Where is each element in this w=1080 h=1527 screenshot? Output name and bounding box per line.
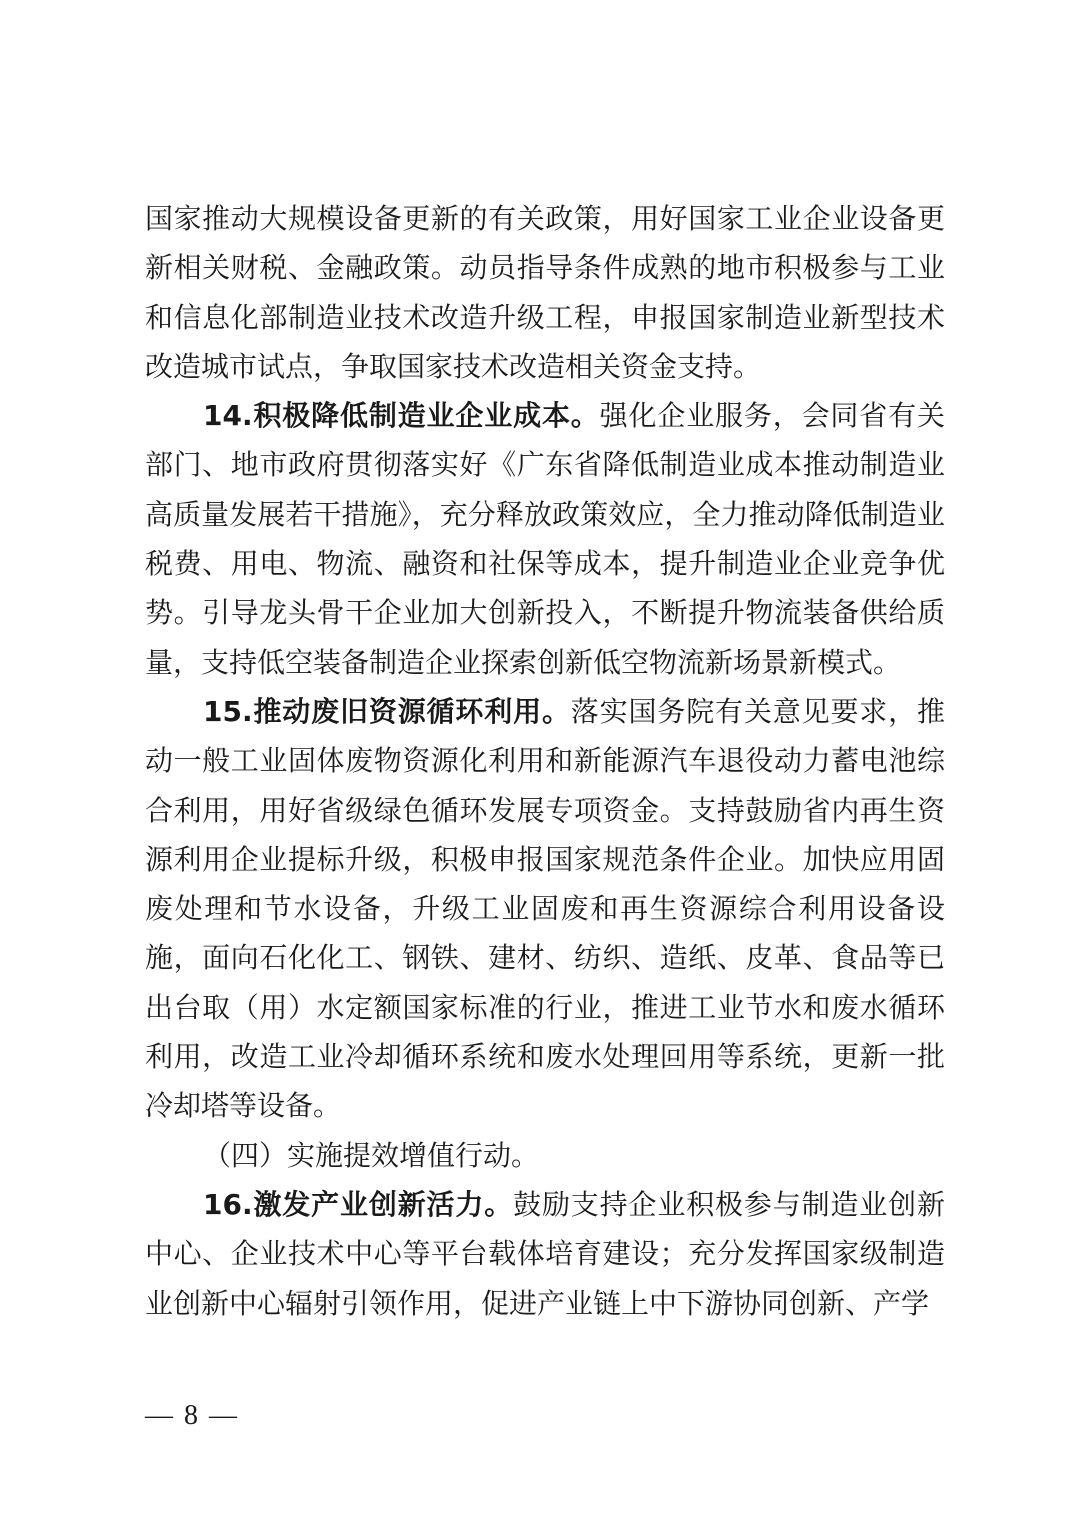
paragraph-text: 国家推动大规模设备更新的有关政策，用好国家工业企业设备更新相关财税、金融政策。动员指导条件成熟的地市积极参与工业和信息化部制造业技术改造升级工程，申报国家制造业新型技术改造城市试点，争取国家技术改造相关资金支持。 bbox=[145, 202, 945, 383]
section-heading-4 bbox=[145, 1131, 945, 1180]
paragraph-item-15 bbox=[145, 687, 945, 1131]
paragraph-item-16 bbox=[145, 1180, 945, 1328]
paragraph-heading: 15.推动废旧资源循环利用。 bbox=[203, 694, 571, 728]
page-number: — 8 — bbox=[145, 1400, 239, 1431]
paragraph-text: 强化企业服务，会同省有关部门、地市政府贯彻落实好《广东省降低制造业成本推动制造业高质量发展若干措施》，充分释放政策效应，全力推动降低制造业税费、用电、物流、融资和社保等成本，提升制造业企业竞争优势。引导龙头骨干企业加大创新投入，不断提升物流装备供给质量，支持低空装备制造企业探索创新低空物流新场景新模式。 bbox=[145, 399, 945, 679]
paragraph-item-14 bbox=[145, 391, 945, 687]
paragraph-continuation bbox=[145, 194, 945, 391]
paragraph-heading: 16.激发产业创新活力。 bbox=[203, 1187, 514, 1221]
paragraph-text: 落实国务院有关意见要求，推动一般工业固体废物资源化利用和新能源汽车退役动力蓄电池综合利用，用好省级绿色循环发展专项资金。支持鼓励省内再生资源利用企业提标升级，积极申报国家规范条件企业。加快应用固废处理和节水设备，升级工业固废和再生资源综合利用设备设施，面向石化化工、钢铁、建材、纺织、造纸、皮革、食品等已出台取（用）水定额国家标准的行业，推进工业节水和废水循环利用，改造工业冷却循环系统和废水处理回用等系统，更新一批冷却塔等设备。 bbox=[145, 694, 945, 1123]
paragraph-text: 鼓励支持企业积极参与制造业创新中心、企业技术中心等平台载体培育建设；充分发挥国家级制造业创新中心辐射引领作用，促进产业链上中下游协同创新、产学 bbox=[145, 1187, 945, 1320]
paragraph-heading: 14.积极降低制造业企业成本。 bbox=[203, 399, 600, 433]
section-heading-text: （四）实施提效增值行动。 bbox=[203, 1138, 540, 1172]
document-body bbox=[145, 194, 945, 1328]
